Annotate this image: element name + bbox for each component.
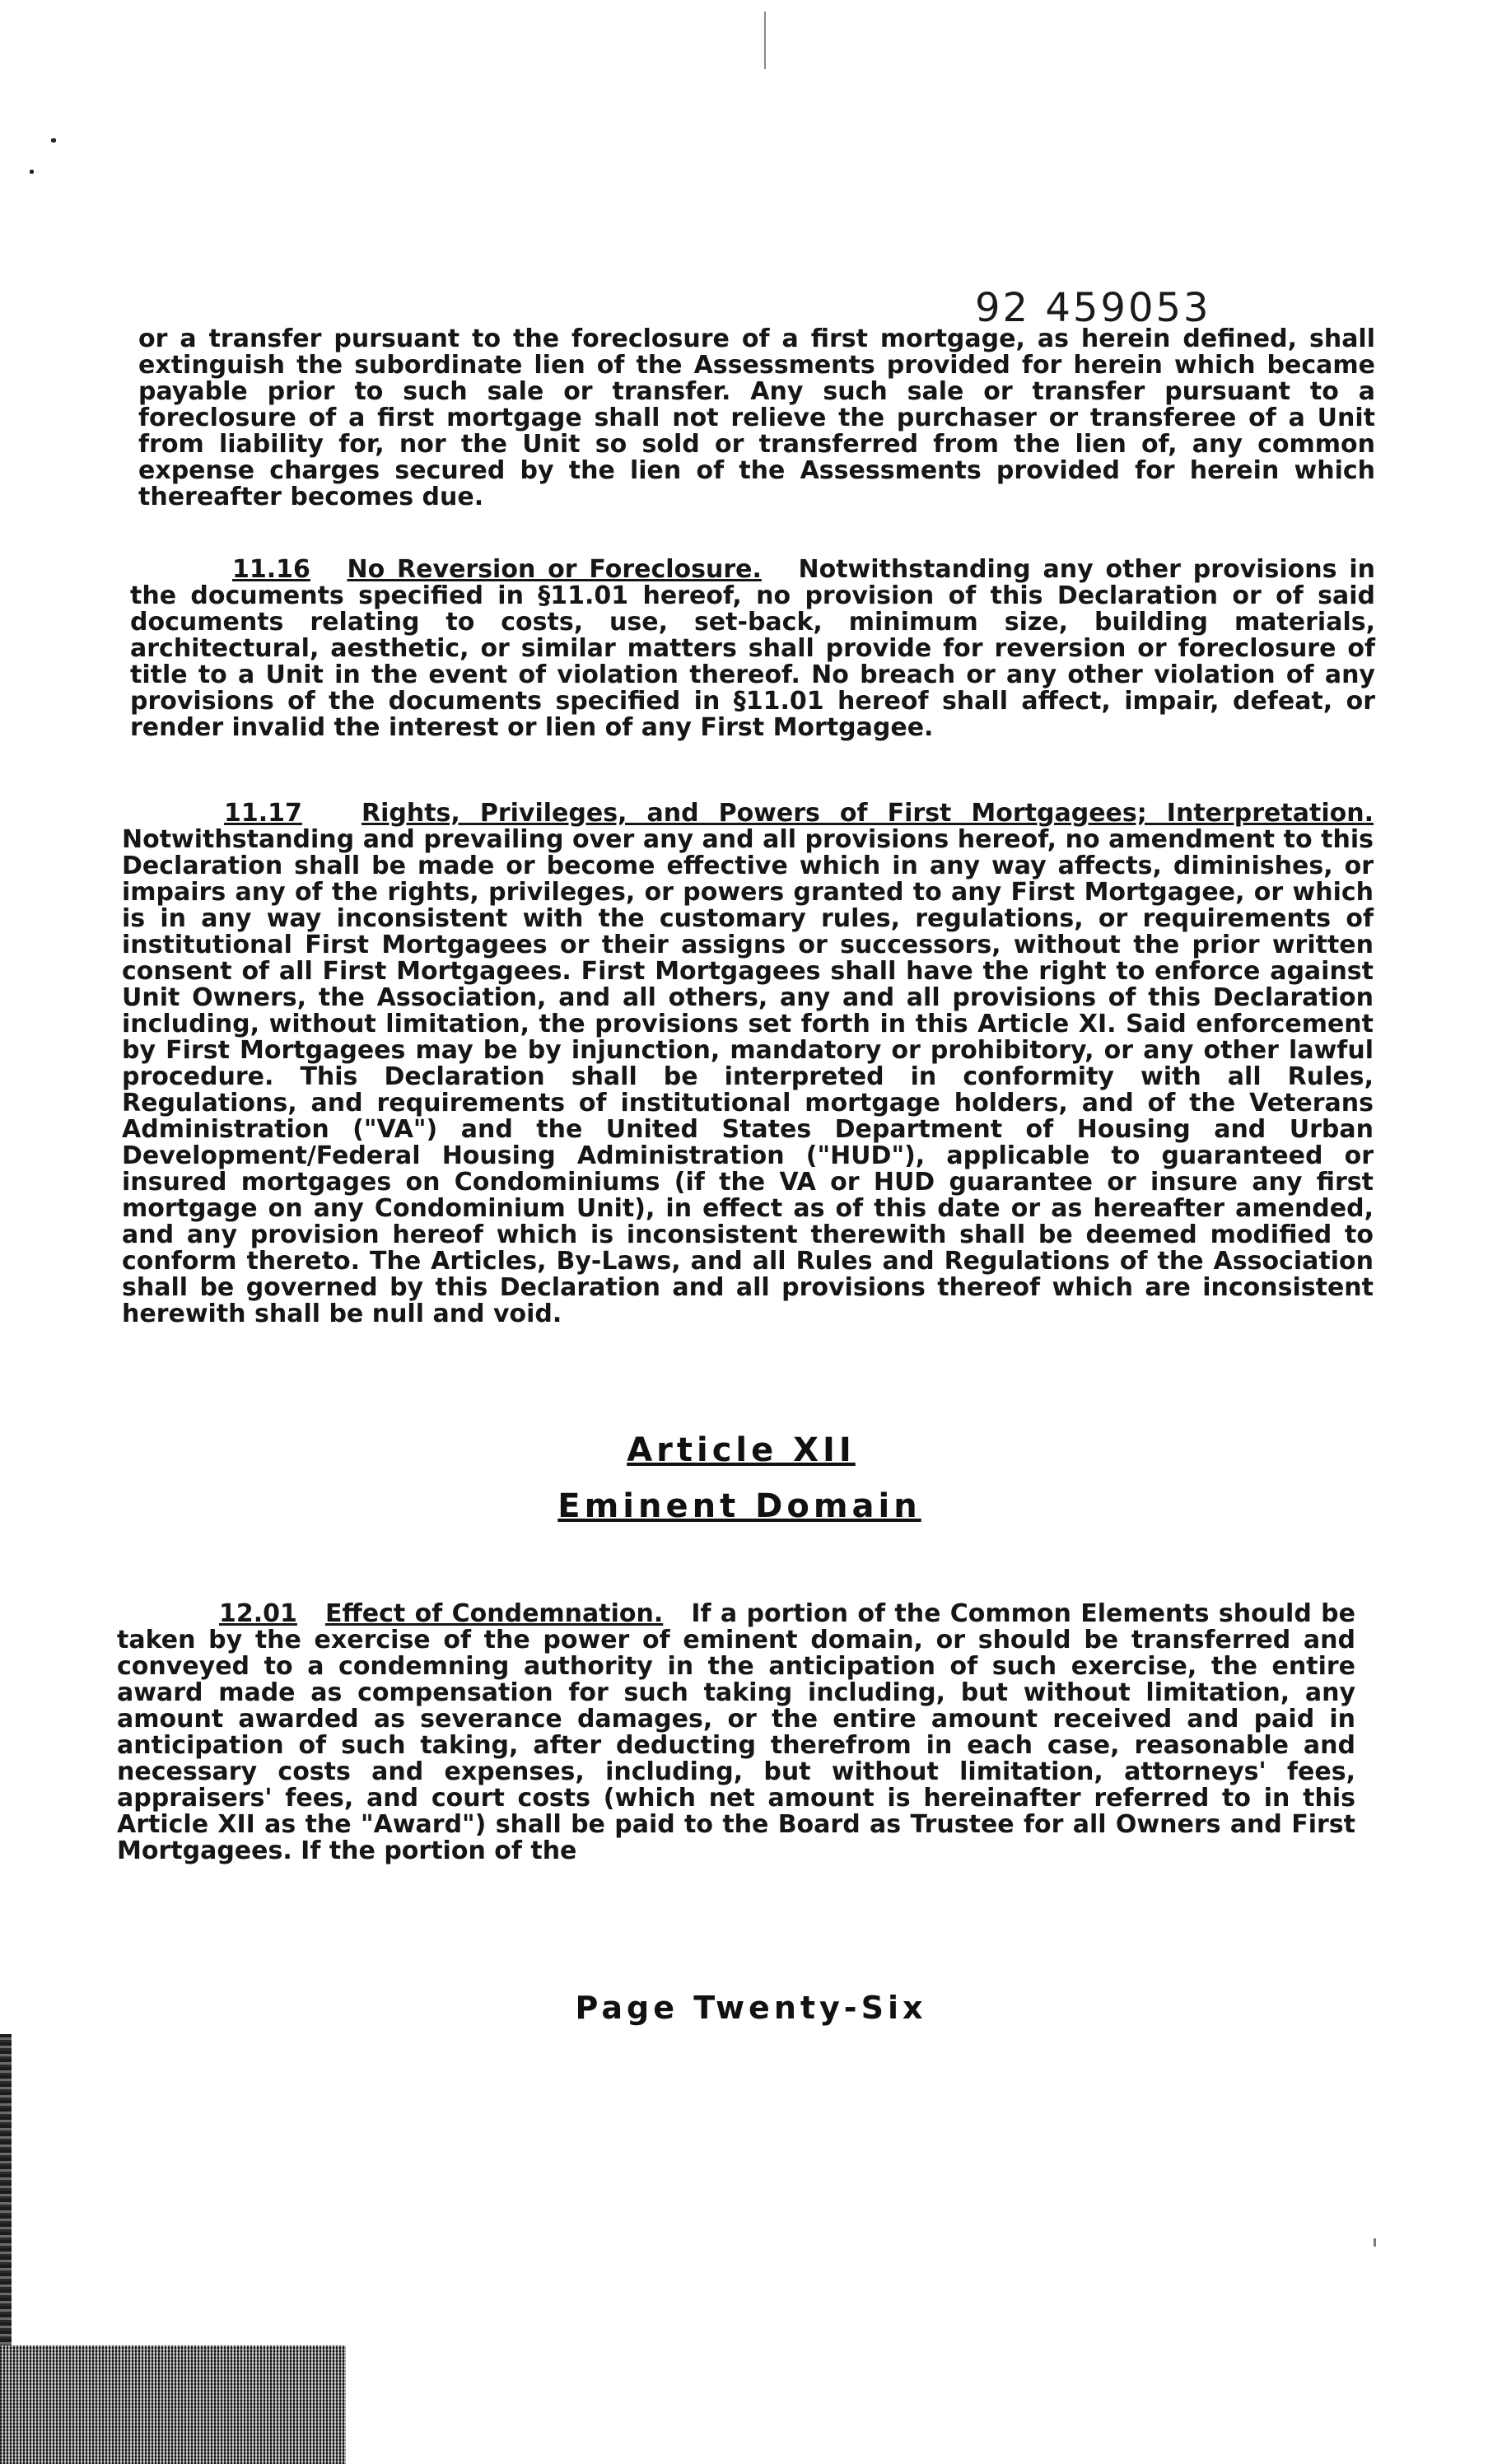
recording-number: 92 459053: [975, 285, 1211, 331]
continuation-paragraph: [138, 326, 1375, 511]
section-body: If a portion of the Common Elements should be taken by the exercise of the power of eminent domain, or should be transferred and conveyed to a condemning authority in the anticipation of such exercise, the entire award made as compensation for such taking including, but without limitation, any amount awarded as severance damages, or the entire amount received and paid in anticipation of such taking, after deducting therefrom in each case, reasonable and necessary costs and expenses, including, but without limitation, attorneys' fees, appraisers' fees, and court costs (which net amount is hereinafter referred to in this Article XII as the "Award") shall be paid to the Board as Trustee for all Owners and First Mortgagees. If the portion of the: [117, 1599, 1355, 1865]
article-heading: Article XII: [627, 1431, 856, 1469]
section-11-16: [130, 557, 1375, 741]
section-number: 12.01: [219, 1599, 297, 1628]
section-title: Rights, Privileges, and Powers of First Mortgagees; Interpretation.: [362, 799, 1374, 828]
page-footer: Page Twenty-Six: [575, 1990, 927, 2026]
scan-speck: [30, 170, 34, 174]
scan-artifact-line: [764, 12, 766, 69]
paragraph-body: or a transfer pursuant to the foreclosure of a first mortgage, as herein defined, shall extinguish the subordinate lien of the Assessments provided for herein which became payable prior to such sale or transfer. Any such sale or transfer pursuant to a foreclosure of a first mortgage shall not relieve the purchaser or transferee of a Unit from liability for, nor the Unit so sold or transferred from the lien of, any common expense charges secured by the lien of the Assessments provided for herein which thereafter becomes due.: [138, 324, 1375, 511]
section-title: No Reversion or Foreclosure.: [347, 555, 762, 584]
section-body: Notwithstanding and prevailing over any and all provisions hereof, no amendment to this Declaration shall be made or become effective which in any way affects, diminishes, or impairs any of the rights, privileges, or powers granted to any First Mortgagee, or which is in any way inconsistent with the customary rules, regulations, or requirements of institutional First Mortgagees or their assigns or successors, without the prior written consent of all First Mortgagees. First Mortgagees shall have the right to enforce against Unit Owners, the Association, and all others, any and all provisions of this Declaration including, without limitation, the provisions set forth in this Article XI. Said enforcement by First Mortgagees may be by injunction, mandatory or prohibitory, or any other lawful procedure. This Declaration shall be interpreted in conformity with all Rules, Regulations, and requirements of institutional mortgage holders, and of the Veterans Administration ("VA") and the United States Department of Housing and Urban Development/Federal Housing Administration ("HUD"), applicable to guaranteed or insured mortgages on Condominiums (if the VA or HUD guarantee or insure any first mortgage on any Condominium Unit), in effect as of this date or as hereafter amended, and any provision hereof which is inconsistent therewith shall be deemed modified to conform thereto. The Articles, By-Laws, and all Rules and Regulations of the Association shall be governed by this Declaration and all provisions thereof which are inconsistent herewith shall be null and void.: [122, 825, 1374, 1328]
article-title: Eminent Domain: [557, 1487, 921, 1525]
section-12-01: [117, 1601, 1355, 1864]
section-11-17: [122, 800, 1374, 1328]
section-body: Notwithstanding any other provisions in the documents specified in §11.01 hereof, no provision of this Declaration or of said documents relating to costs, use, set-back, minimum size, building materials, architectural, aesthetic, or similar matters shall provide for reversion or foreclosure of title to a Unit in the event of violation thereof. No breach or any other violation of any provisions of the documents specified in §11.01 hereof shall affect, impair, defeat, or render invalid the interest or lien of any First Mortgagee.: [130, 555, 1375, 742]
section-number: 11.17: [224, 799, 302, 828]
section-number: 11.16: [232, 555, 310, 584]
scan-edge-artifact: [0, 2034, 12, 2364]
section-title: Effect of Condemnation.: [324, 1599, 664, 1628]
scan-corner-artifact: [0, 2345, 346, 2464]
scan-speck: [1374, 2238, 1376, 2247]
scan-speck: [51, 138, 56, 142]
